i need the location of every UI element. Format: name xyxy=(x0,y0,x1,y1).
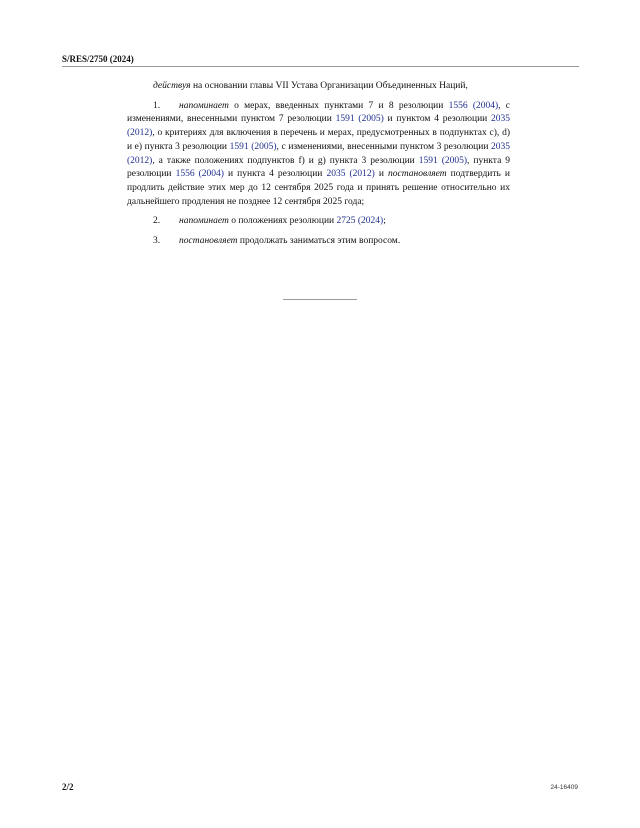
paragraph-number: 1. xyxy=(153,100,161,111)
operative-verb: постановляет xyxy=(179,236,238,247)
operative-verb: напоминает xyxy=(179,100,229,111)
resolution-reference-link[interactable]: 2725 (2024) xyxy=(336,216,384,227)
paragraph-text: и пункта 4 резолюции xyxy=(223,169,327,180)
paragraph-text: и пунктом 4 резолюции xyxy=(383,114,492,125)
paragraph-text: , с изменениями, внесенными пунктом 7 резолюции xyxy=(127,100,510,125)
paragraph-number: 2. xyxy=(153,216,161,227)
operative-verb: напоминает xyxy=(179,216,229,227)
operative-paragraph-3 xyxy=(127,235,510,249)
operative-paragraph-2 xyxy=(127,215,510,229)
paragraph-text: и xyxy=(374,169,389,180)
resolution-reference-link[interactable]: 1556 (2004) xyxy=(175,169,224,180)
page-number: 2/2 xyxy=(62,782,74,792)
resolution-reference-link[interactable]: 2035 (2012) xyxy=(127,141,511,166)
paragraph-content xyxy=(127,101,510,207)
paragraph-text: продолжать заниматься этим вопросом. xyxy=(237,236,401,247)
resolution-reference-link[interactable]: 2035 (2012) xyxy=(326,169,375,180)
operative-verb: постановляет xyxy=(388,169,447,180)
resolution-reference-link[interactable]: 1591 (2005) xyxy=(335,114,384,125)
paragraph-text: , пункта 9 резолюции xyxy=(127,155,510,180)
paragraph-text: о мерах, введенных пунктами 7 и 8 резолюции xyxy=(228,100,449,111)
paragraph-number: 3. xyxy=(153,236,161,247)
paragraph-text: , а также положениях подпунктов f) и g) пункта 3 резолюции xyxy=(152,155,419,166)
intro-verb: действуя xyxy=(153,81,191,91)
paragraph-text: , о критериях для включения в перечень и мерах, предусмотренных в подпунктах c), d) и e) пункта 3 резолюции xyxy=(127,128,510,152)
paragraph-content xyxy=(179,216,386,226)
document-symbol: S/RES/2750 (2024) xyxy=(62,54,134,64)
paragraph-text: о положениях резолюции xyxy=(228,216,337,227)
paragraph-text: ; xyxy=(383,216,386,227)
paragraph-text: подтвердить и продлить действие этих мер до 12 сентября 2025 года и принять решение относительно их дальнейшего продления не позднее 12 сентября 2025 года; xyxy=(127,169,511,207)
resolution-reference-link[interactable]: 2035 (2012) xyxy=(127,114,511,139)
resolution-body xyxy=(127,80,510,255)
header-divider xyxy=(62,66,579,67)
paragraph-content xyxy=(179,236,400,246)
intro-paragraph xyxy=(127,80,510,94)
operative-paragraph-1 xyxy=(127,100,510,210)
resolution-reference-link[interactable]: 1591 (2005) xyxy=(229,141,277,152)
intro-text: на основании главы VII Устава Организации Объединенных Наций, xyxy=(190,81,468,91)
paragraph-text: , с изменениями, внесенными пунктом 3 резолюции xyxy=(276,141,492,152)
document-number: 24-16409 xyxy=(550,784,578,791)
end-of-document-rule xyxy=(283,299,357,300)
resolution-reference-link[interactable]: 1556 (2004) xyxy=(448,100,499,111)
resolution-reference-link[interactable]: 1591 (2005) xyxy=(418,155,468,166)
